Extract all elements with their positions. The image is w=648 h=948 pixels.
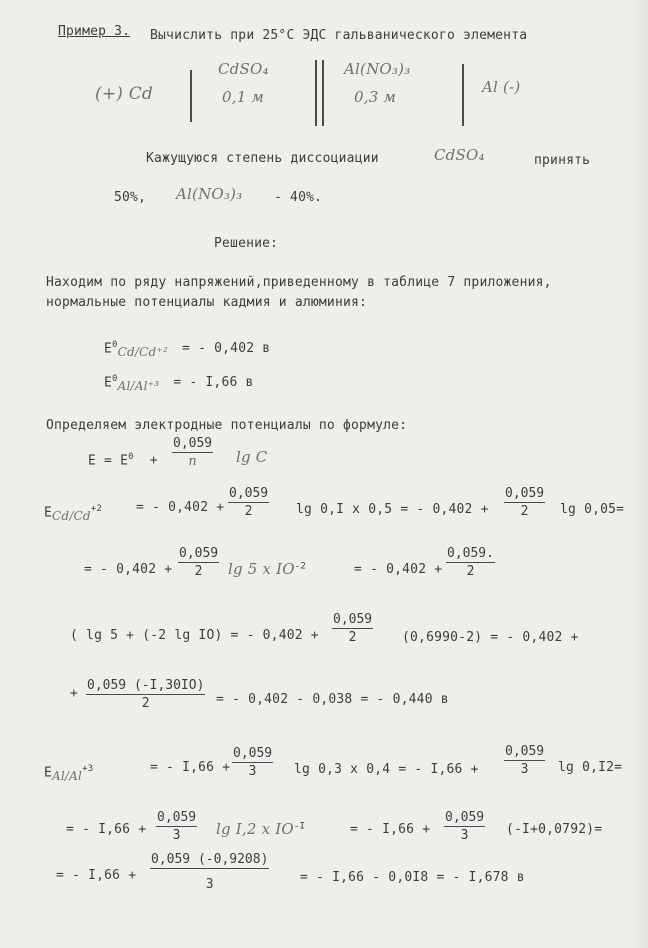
cd-l1-fraction — [228, 486, 269, 519]
al-l1-a: = - I,66 + — [150, 760, 231, 775]
fraction-numerator: 0,059 — [229, 486, 269, 501]
cd-l2-fraction-2 — [446, 546, 495, 579]
cd-l2-fraction — [178, 546, 219, 579]
cd-l3-b: (0,6990-2) = - 0,402 + — [402, 630, 579, 645]
al-l3-b: = - I,66 - 0,0I8 = - I,678 в — [300, 870, 525, 885]
dissociation-formula-2: Al(NO₃)₃ — [176, 185, 243, 203]
std-potential-symbol: E — [104, 341, 113, 357]
cd-l4-fraction — [86, 678, 205, 711]
fraction-numerator: 0,059 — [445, 810, 485, 825]
cell-salt2-formula: Al(NO₃)₃ — [344, 60, 411, 78]
cell-salt2-conc: 0,3 м — [354, 88, 397, 106]
fraction-numerator: 0,059 — [333, 612, 373, 627]
std-potential-sup: 0 — [112, 340, 118, 350]
al-l1-b: lg 0,3 x 0,4 = - I,66 + — [294, 762, 479, 777]
cd-l1-b: lg 0,I x 0,5 = - 0,402 + — [296, 502, 489, 517]
nernst-sup: 0 — [128, 452, 134, 462]
nernst-lhs — [88, 452, 158, 468]
al-l2-sup: -I — [293, 821, 306, 832]
task-text: Вычислить при 25°С ЭДС гальванического элемента — [150, 28, 528, 43]
std-potential-value: = - 0,402 в — [182, 341, 271, 357]
al-sup: +3 — [82, 764, 94, 774]
cd-l4-b: = - 0,402 - 0,038 = - 0,440 в — [216, 692, 449, 707]
cd-sub: Cd/Cd — [52, 508, 91, 523]
paragraph1-line2: нормальные потенциалы кадмия и алюминия: — [46, 295, 368, 310]
example-label: Пример 3. — [58, 24, 131, 39]
page-edge-shadow — [630, 0, 648, 948]
fraction-numerator: 0,059 — [233, 746, 273, 761]
nernst-tail: lg C — [236, 448, 268, 466]
fraction-numerator: 0,059 — [173, 436, 213, 451]
fraction-numerator: 0,059. — [447, 546, 494, 561]
cell-salt1-conc: 0,1 м — [222, 88, 265, 106]
nernst-plus: + — [149, 453, 158, 469]
fraction-numerator: 0,059 (-I,30IO) — [87, 678, 205, 693]
fraction-denominator: 2 — [194, 564, 203, 579]
al-l2-fraction — [156, 810, 197, 843]
fraction-denominator: 2 — [141, 696, 150, 711]
al-l2-c: = - I,66 + — [350, 822, 431, 837]
fraction-denominator: 3 — [205, 877, 214, 892]
al-l2-b — [216, 820, 305, 838]
fraction-numerator: 0,059 — [505, 486, 545, 501]
al-l1-fraction — [232, 746, 273, 779]
fraction-denominator: 3 — [460, 828, 469, 843]
std-potential-sub: Cd/Cd⁺² — [117, 344, 168, 359]
salt-bridge-line-2 — [322, 60, 324, 126]
fraction-numerator: 0,059 — [179, 546, 219, 561]
cd-potential-label — [44, 504, 102, 523]
fraction-denominator: 3 — [248, 764, 257, 779]
fraction-denominator: 2 — [466, 564, 475, 579]
al-l1-c: lg 0,I2= — [558, 760, 623, 775]
cell-anode: (+) Cd — [95, 84, 154, 104]
cd-sup: +2 — [90, 504, 103, 514]
phase-boundary-1 — [190, 70, 192, 122]
dissociation-value-2: - 40%. — [274, 190, 323, 205]
phase-boundary-2 — [462, 64, 464, 126]
cd-l2-b-text: lg 5 x IO — [228, 560, 295, 578]
fraction-denominator: 2 — [348, 630, 357, 645]
al-l2-fraction-2 — [444, 810, 485, 843]
nernst-fraction — [172, 436, 213, 469]
al-sub: Al/Al — [52, 768, 83, 783]
al-l3-fraction — [150, 852, 269, 892]
std-potential-al — [104, 374, 254, 393]
cell-cathode: Al (-) — [482, 78, 521, 96]
solution-heading: Решение: — [214, 236, 279, 251]
dissociation-prefix: Кажущуюся степень диссоциации — [146, 151, 379, 166]
dissociation-formula-1: CdSO₄ — [434, 146, 485, 164]
cd-l1-a: = - 0,402 + — [136, 500, 225, 515]
cd-l2-sup: -2 — [294, 561, 306, 572]
fraction-denominator: n — [188, 454, 197, 469]
cd-l4-a: + — [70, 686, 79, 701]
std-potential-value: = - I,66 в — [173, 375, 254, 391]
fraction-numerator: 0,059 (-0,9208) — [151, 852, 269, 867]
fraction-denominator: 3 — [172, 828, 181, 843]
dissociation-value-1: 50%, — [114, 190, 147, 205]
al-l2-b-text: lg I,2 x IO — [216, 820, 294, 838]
cd-l1-fraction-2 — [504, 486, 545, 519]
al-l1-fraction-2 — [504, 744, 545, 777]
al-l2-d: (-I+0,0792)= — [506, 822, 603, 837]
al-potential-label — [44, 764, 93, 783]
fraction-numerator: 0,059 — [505, 744, 545, 759]
fraction-numerator: 0,059 — [157, 810, 197, 825]
fraction-denominator: 2 — [244, 504, 253, 519]
nernst-e: E = E — [88, 453, 129, 469]
fraction-denominator: 2 — [520, 504, 529, 519]
cd-e: E — [44, 505, 53, 521]
cd-l1-c: lg 0,05= — [560, 502, 625, 517]
fraction-denominator: 3 — [520, 762, 529, 777]
std-potential-cd — [104, 340, 270, 359]
al-l3-a: = - I,66 + — [56, 868, 137, 883]
cd-l3-fraction — [332, 612, 373, 645]
salt-bridge-line-1 — [315, 60, 317, 126]
cell-salt1-formula: CdSO₄ — [218, 60, 269, 78]
al-e: E — [44, 765, 53, 781]
dissociation-suffix: принять — [534, 153, 591, 168]
std-potential-symbol: E — [104, 375, 113, 391]
paragraph2: Определяем электродные потенциалы по формуле: — [46, 418, 408, 433]
cd-l3-a: ( lg 5 + (-2 lg IO) = - 0,402 + — [70, 628, 319, 643]
paragraph1-line1: Находим по ряду напряжений,приведенному в таблице 7 приложения, — [46, 275, 552, 290]
cd-l2-a: = - 0,402 + — [84, 562, 173, 577]
cd-l2-c: = - 0,402 + — [354, 562, 443, 577]
std-potential-sub: Al/Al⁺³ — [117, 378, 160, 393]
std-potential-sup: 0 — [112, 374, 118, 384]
al-l2-a: = - I,66 + — [66, 822, 147, 837]
cd-l2-b — [228, 560, 306, 578]
